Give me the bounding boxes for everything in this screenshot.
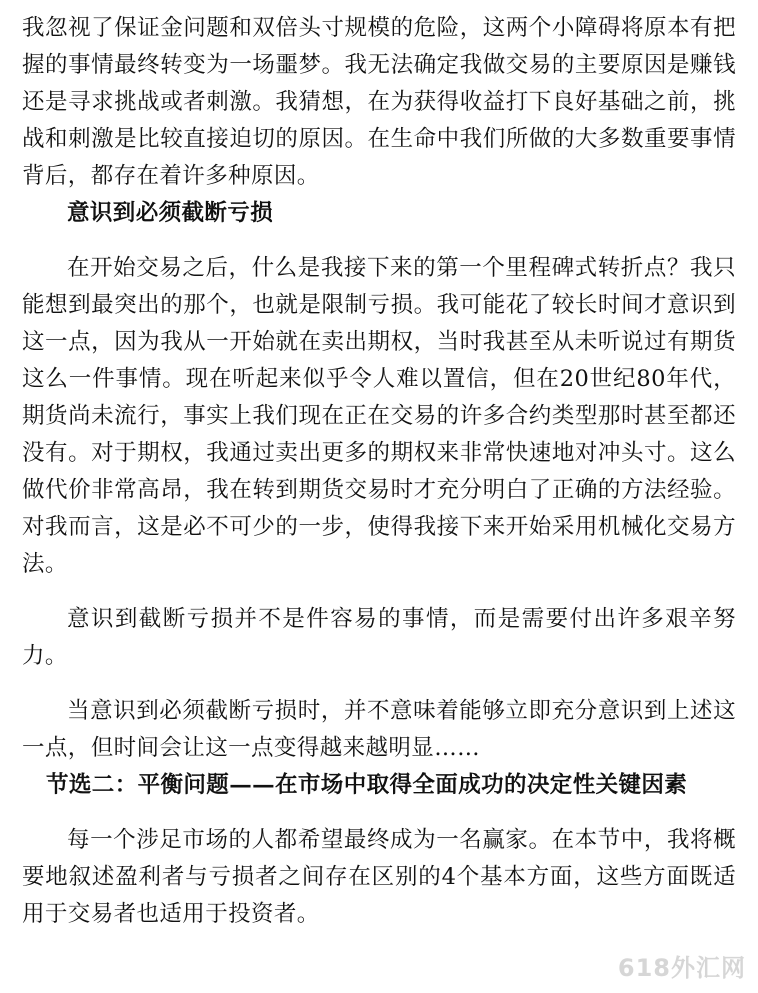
site-watermark: 618外汇网 <box>617 954 746 982</box>
paragraph-winners-losers: 每一个涉足市场的人都希望最终成为一名赢家。在本节中，我将概要地叙述盈利者与亏损者之间存在区别的4个基本方面，这些方面既适用于交易者也适用于投资者。 <box>22 827 736 927</box>
heading-cut-losses: 意识到必须截断亏损 <box>67 200 274 226</box>
heading-excerpt-two: 节选二：平衡问题——在市场中取得全面成功的决定性关键因素 <box>46 772 688 798</box>
paragraph-margin-risk: 我忽视了保证金问题和双倍头寸规模的危险，这两个小障碍将原本有把握的事情最终转变为一场噩梦。我无法确定我做交易的主要原因是赚钱还是寻求挑战或者刺激。我猜想，在为获得收益打下良好基础之前，挑战和刺激是比较直接迫切的原因。在生命中我们所做的大多数重要事情背后，都存在着许多种原因。 <box>22 15 736 189</box>
paragraph-time-makes-clear: 当意识到必须截断亏损时，并不意味着能够立即充分意识到上述这一点，但时间会让这一点变得越来越明显…… <box>22 698 736 761</box>
paragraph-first-milestone: 在开始交易之后，什么是我接下来的第一个里程碑式转折点？我只能想到最突出的那个，也就是限制亏损。我可能花了较长时间才意识到这一点，因为我从一开始就在卖出期权，当时我甚至从未听说过有期货这么一件事情。现在听起来似乎令人难以置信，但在20世纪80年代，期货尚未流行，事实上我们现在正在交易的许多合约类型那时甚至都还没有。对于期权，我通过卖出更多的期权来非常快速地对冲头寸。这么做代价非常高昂，我在转到期货交易时才充分明白了正确的方法经验。对我而言，这是必不可少的一步，使得我接下来开始采用机械化交易方法。 <box>22 255 736 577</box>
paragraph-not-easy: 意识到截断亏损并不是件容易的事情，而是需要付出许多艰辛努力。 <box>22 606 736 669</box>
